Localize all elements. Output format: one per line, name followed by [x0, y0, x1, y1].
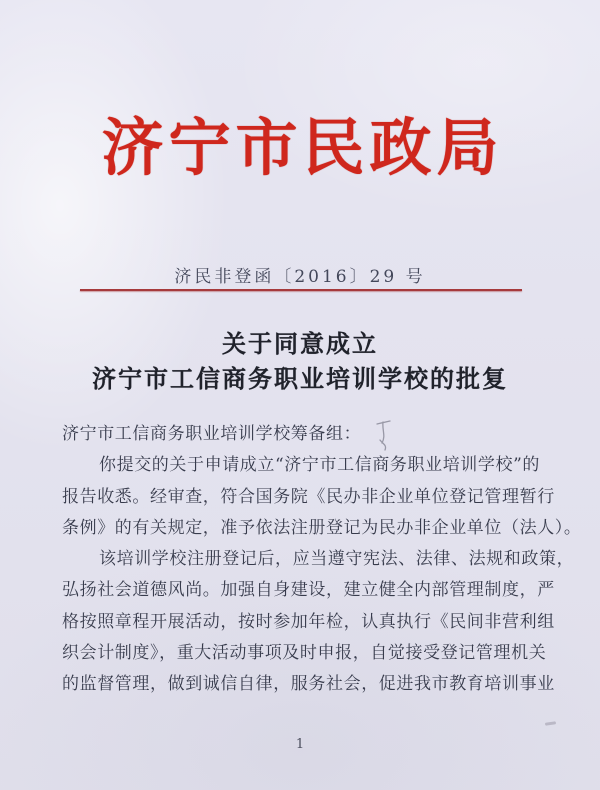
body-line: 该培训学校注册登记后，应当遵守宪法、法律、法规和政策， [99, 549, 575, 570]
document-title-line-2: 济宁市工信商务职业培训学校的批复 [92, 364, 508, 393]
body-line: 弘扬社会道德风尚。加强自身建设，建立健全内部管理制度，严 [62, 580, 555, 601]
page-number: 1 [295, 737, 305, 752]
body-line: 你提交的关于申请成立“济宁市工信商务职业培训学校”的 [99, 455, 540, 476]
body-line: 格按照章程开展活动，按时参加年检，认真执行《民间非营利组 [62, 611, 555, 632]
salutation-line: 济宁市工信商务职业培训学校筹备组： [62, 424, 362, 444]
document-title-line-1: 关于同意成立 [222, 329, 378, 358]
document-title [0, 326, 600, 396]
pen-scribble-mark [374, 418, 398, 458]
red-divider-line [80, 289, 522, 291]
body-line: 报告收悉。经审查，符合国务院《民办非企业单位登记管理暂行 [62, 486, 555, 507]
body-line: 的监督管理，做到诚信自律，服务社会，促进我市教育培训事业 [62, 674, 555, 695]
document-body [62, 419, 582, 701]
letterhead-org-name: 济宁市民政局 [101, 111, 504, 184]
body-line: 织会计制度》，重大活动事项及时申报，自觉接受登记管理机关 [62, 643, 547, 664]
document-number: 济民非登函〔2016〕29 号 [174, 267, 426, 287]
body-line: 条例》的有关规定，准予依法注册登记为民办非企业单位（法人）。 [62, 517, 582, 538]
scan-smudge-mark [545, 721, 556, 726]
